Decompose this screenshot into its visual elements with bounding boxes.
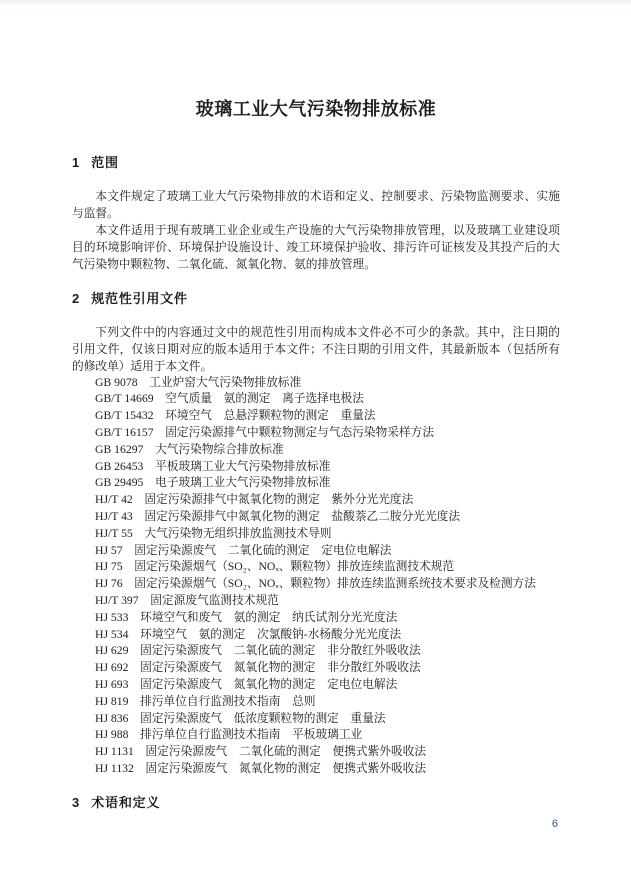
references-intro-paragraph: 下列文件中的内容通过文中的规范性引用而构成本文件必不可少的条款。其中，注日期的引用文件，仅该日期对应的版本适用于本文件；不注日期的引用文件，其最新版本（包括所有的修改单）适用于本文件。 xyxy=(72,325,560,373)
reference-item: HJ/T 43 固定污染源排气中氮氧化物的测定 盐酸萘乙二胺分光光度法 xyxy=(95,510,461,524)
section-2-heading xyxy=(72,292,560,305)
reference-item: HJ 1132 固定污染源废气 氮氧化物的测定 便携式紫外吸收法 xyxy=(95,762,427,776)
section-3-title: 术语和定义 xyxy=(91,794,161,810)
reference-item: GB/T 14669 空气质量 氨的测定 离子选择电极法 xyxy=(95,392,364,406)
reference-item: HJ 75 固定污染源烟气（SO₂、NOₓ、颗粒物）排放连续监测技术规范 xyxy=(95,560,455,574)
reference-item: GB 9078 工业炉窑大气污染物排放标准 xyxy=(95,375,302,389)
reference-item: HJ/T 397 固定源废气监测技术规范 xyxy=(95,594,279,608)
reference-item: HJ 693 固定污染源废气 氮氧化物的测定 定电位电解法 xyxy=(95,678,398,692)
reference-item: HJ 1131 固定污染源废气 二氧化硫的测定 便携式紫外吸收法 xyxy=(95,745,427,759)
reference-item: HJ 819 排污单位自行监测技术指南 总则 xyxy=(95,694,316,708)
reference-item: HJ 533 环境空气和废气 氨的测定 纳氏试剂分光光度法 xyxy=(95,610,398,624)
document-title: 玻璃工业大气污染物排放标准 xyxy=(195,99,437,119)
reference-item: GB/T 16157 固定污染源排气中颗粒物测定与气态污染物采样方法 xyxy=(95,426,435,440)
reference-item: HJ 836 固定污染源废气 低浓度颗粒物的测定 重量法 xyxy=(95,711,386,725)
section-3-heading xyxy=(72,796,560,809)
section-2-title: 规范性引用文件 xyxy=(91,290,188,306)
section-scope xyxy=(72,156,560,273)
reference-item: HJ/T 55 大气污染物无组织排放监测技术导则 xyxy=(95,526,332,540)
reference-item: GB 29495 电子玻璃工业大气污染物排放标准 xyxy=(95,476,331,490)
section-1-number: 1 xyxy=(72,154,80,170)
reference-item: HJ 76 固定污染源烟气（SO₂、NOₓ、颗粒物）排放连续监测系统技术要求及检测方法 xyxy=(95,577,536,591)
section-terms-definitions xyxy=(72,796,560,809)
reference-item: HJ 57 固定污染源废气 二氧化硫的测定 定电位电解法 xyxy=(95,543,392,557)
reference-item: HJ 534 环境空气 氨的测定 次氯酸钠-水杨酸分光光度法 xyxy=(95,627,402,641)
reference-item: GB/T 15432 环境空气 总悬浮颗粒物的测定 重量法 xyxy=(95,409,376,423)
reference-item: HJ/T 42 固定污染源排气中氮氧化物的测定 紫外分光光度法 xyxy=(95,493,414,507)
scope-paragraph-1: 本文件规定了玻璃工业大气污染物排放的术语和定义、控制要求、污染物监测要求、实施与监督。 xyxy=(72,189,560,220)
page-number: 6 xyxy=(551,818,558,830)
section-1-title: 范围 xyxy=(91,154,119,170)
section-2-number: 2 xyxy=(72,290,80,306)
reference-item: HJ 692 固定污染源废气 氮氧化物的测定 非分散红外吸收法 xyxy=(95,661,421,675)
reference-list xyxy=(72,375,560,778)
section-3-number: 3 xyxy=(72,794,80,810)
scope-paragraph-2: 本文件适用于现有玻璃工业企业或生产设施的大气污染物排放管理，以及玻璃工业建设项目的环境影响评价、环境保护设施设计、竣工环境保护验收、排污许可证核发及其投产后的大气污染物中颗粒物、二氧化硫、氮氧化物、氨的排放管理。 xyxy=(72,223,560,271)
reference-item: HJ 629 固定污染源废气 二氧化硫的测定 非分散红外吸收法 xyxy=(95,644,421,658)
section-1-heading xyxy=(72,156,560,169)
reference-item: GB 16297 大气污染物综合排放标准 xyxy=(95,442,284,456)
reference-item: GB 26453 平板玻璃工业大气污染物排放标准 xyxy=(95,459,331,473)
section-normative-references xyxy=(72,292,560,778)
reference-item: HJ 988 排污单位自行监测技术指南 平板玻璃工业 xyxy=(95,728,363,742)
